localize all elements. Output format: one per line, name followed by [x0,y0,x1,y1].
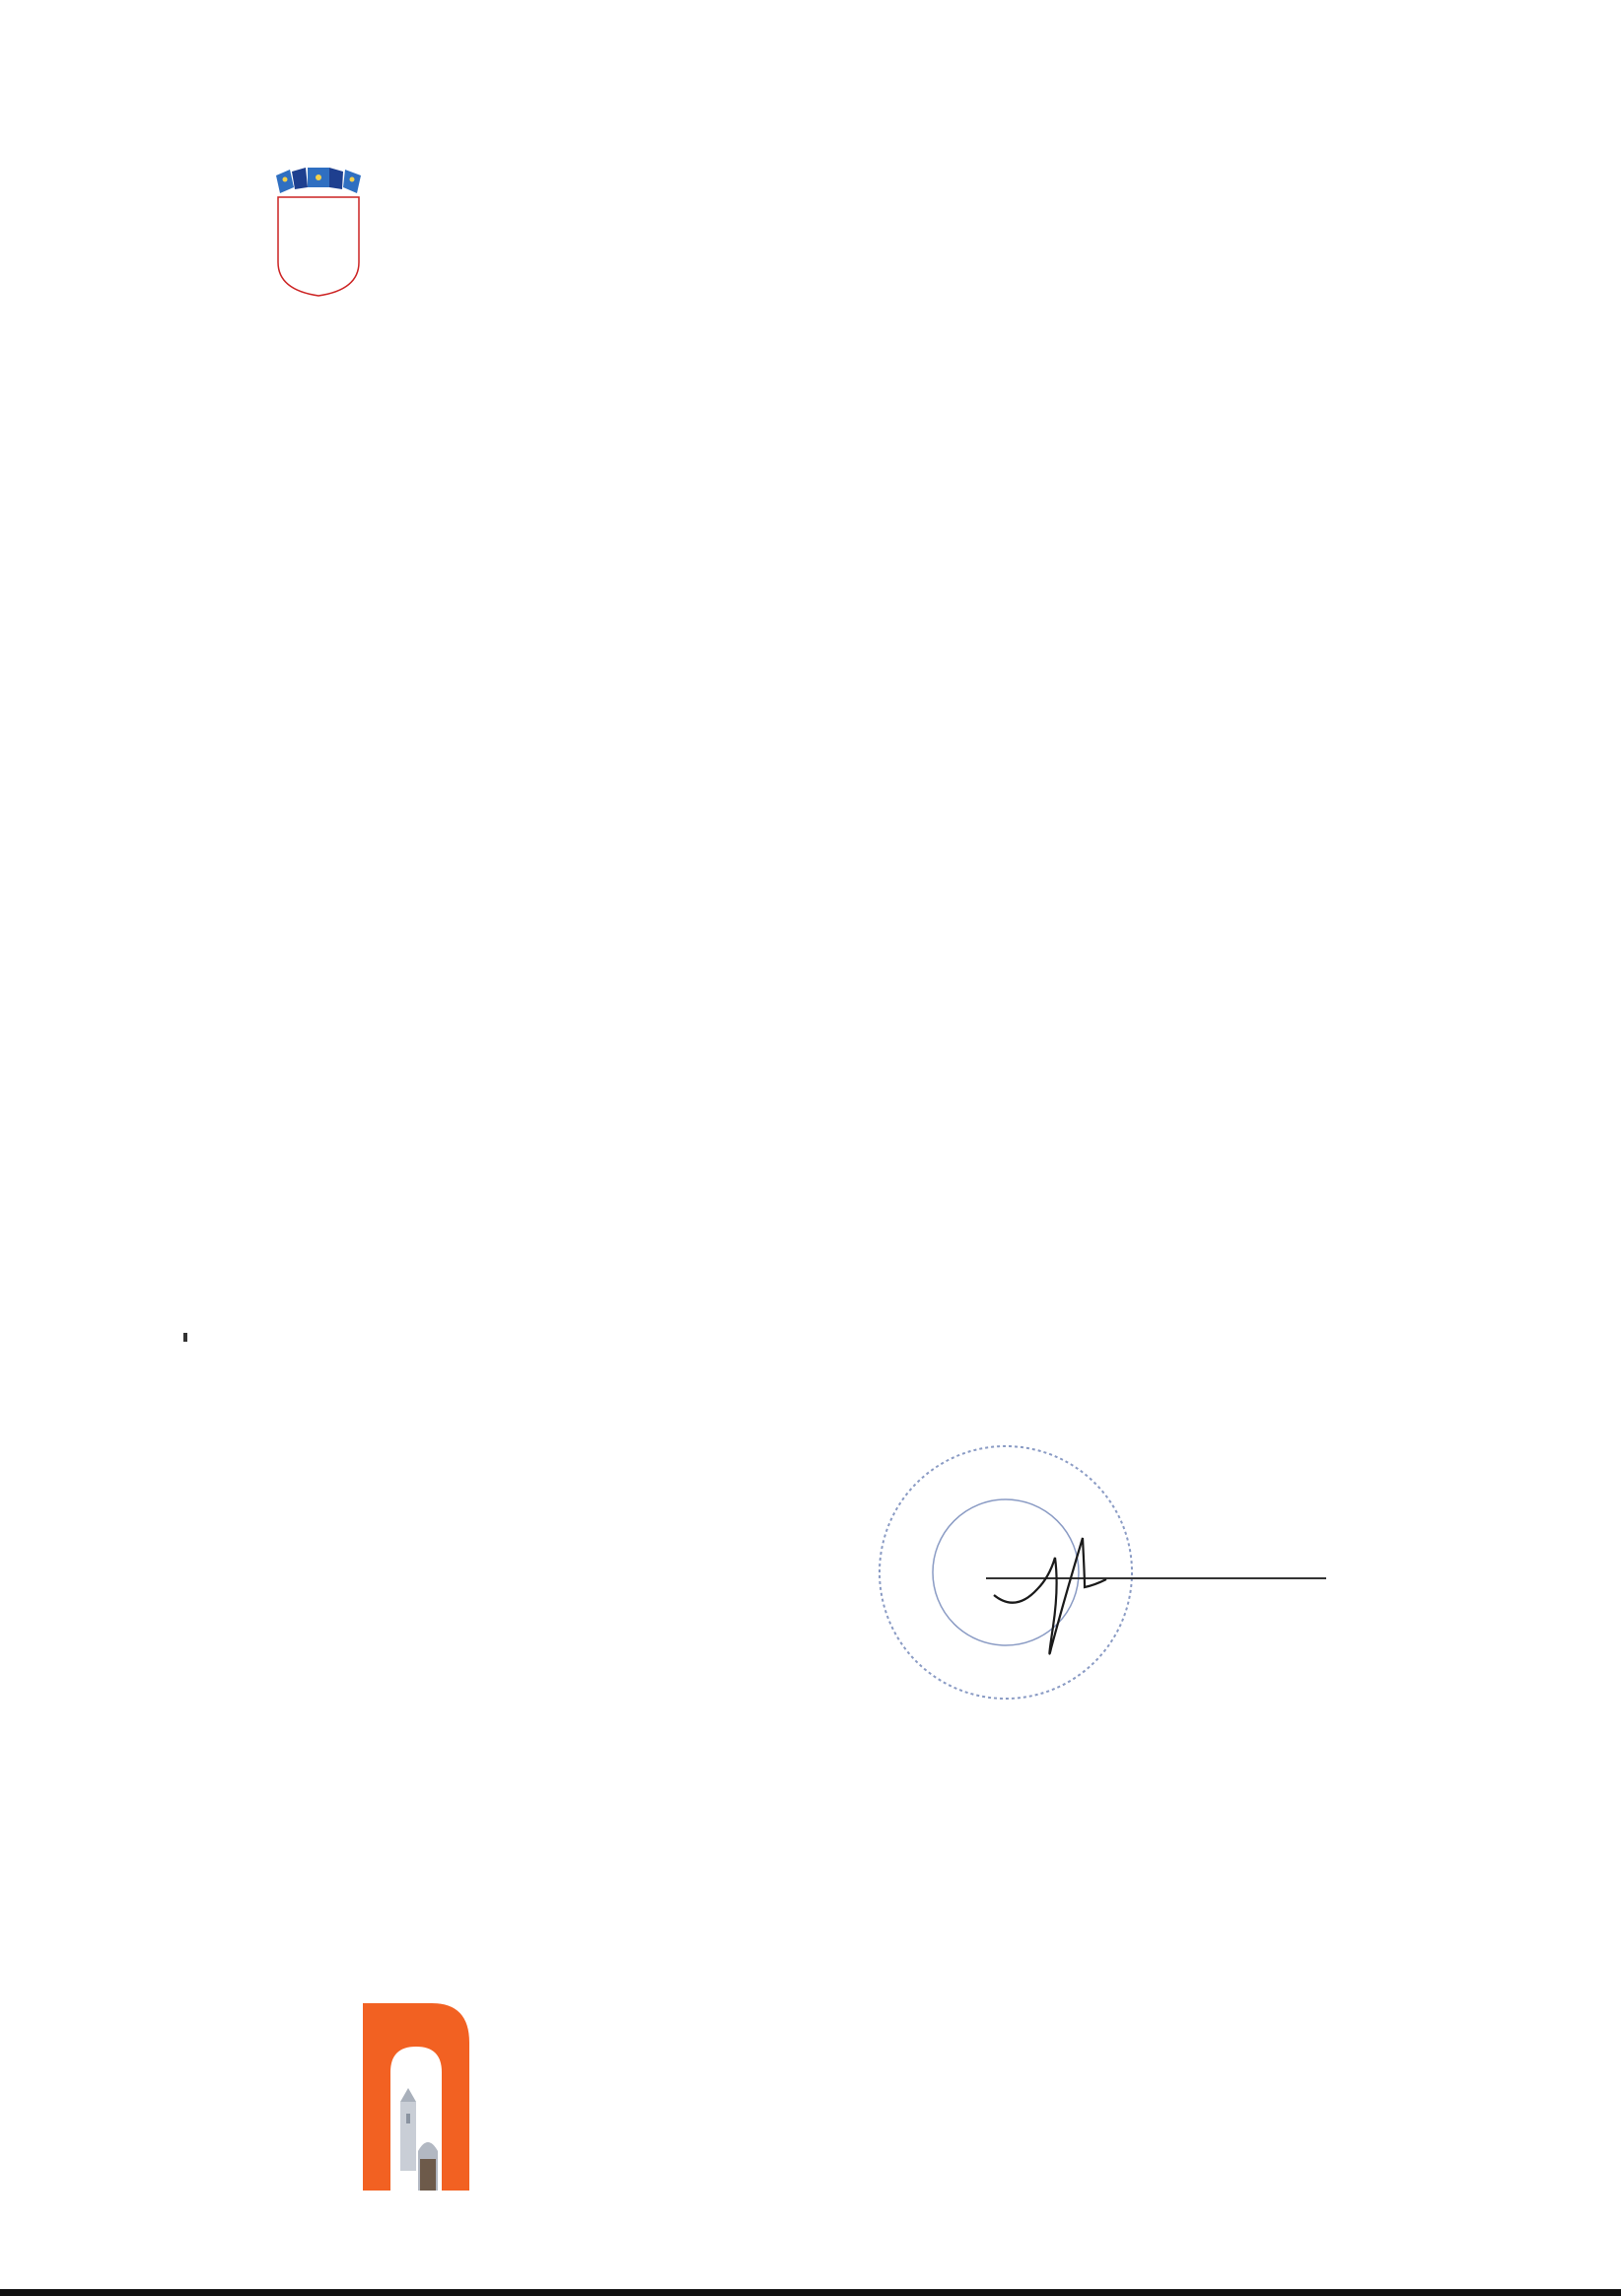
novska-logo-icon [363,2003,469,2191]
scan-edge [0,2289,1621,2296]
handwritten-signature [976,1518,1154,1676]
coat-of-arms-icon [272,168,365,298]
scan-mark [183,1333,187,1342]
